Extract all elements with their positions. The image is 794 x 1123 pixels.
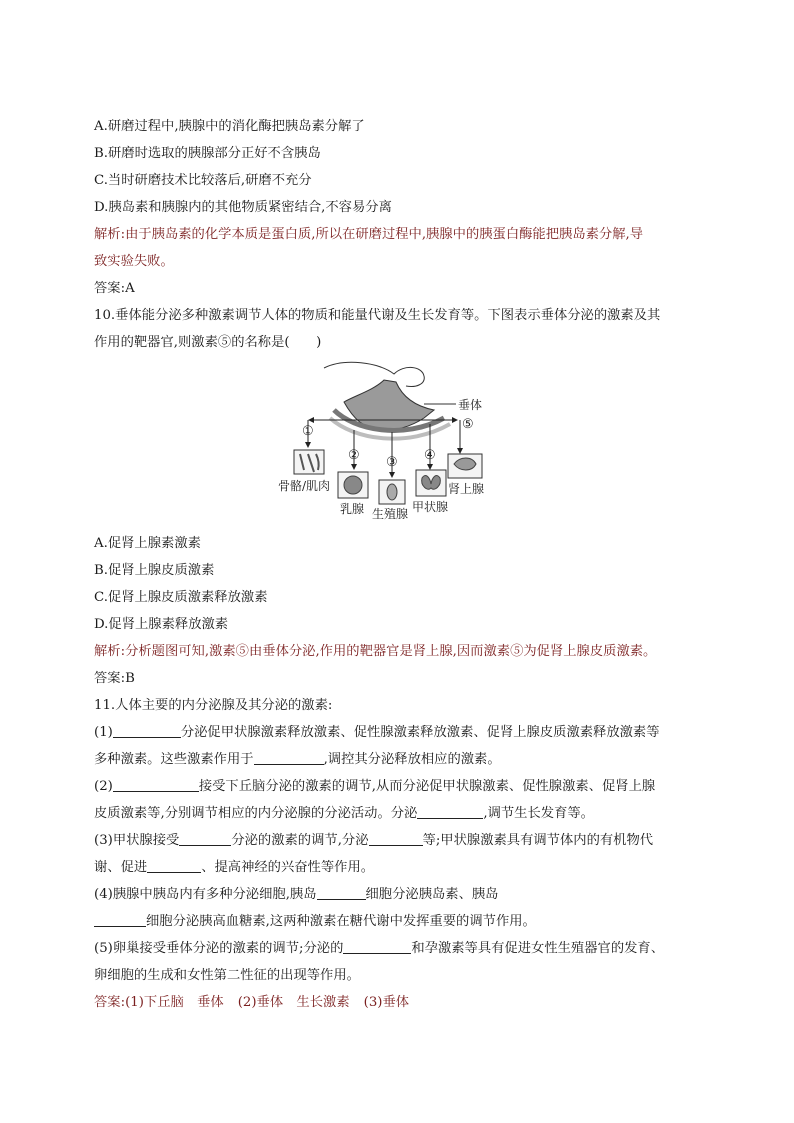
arrowhead-1 <box>308 417 314 423</box>
num-3: ③ <box>386 455 398 470</box>
label-gonad: 生殖腺 <box>372 507 409 521</box>
q11-p2-text2: 皮质激素等,分别调节相应的内分泌腺的分泌活动。分泌 <box>94 806 418 821</box>
q11-part5-line2: 卵细胞的生成和女性第二性征的出现等作用。 <box>94 968 360 983</box>
brain-outline <box>324 362 424 386</box>
mammary-icon <box>344 476 362 494</box>
label-pituitary: 垂体 <box>458 398 483 412</box>
blank-10[interactable] <box>343 939 411 954</box>
q11-p3-text4: 、提高神经的兴奋性等作用。 <box>201 860 375 875</box>
q10-stem-line1: 10.垂体能分泌多种激素调节人体的物质和能量代谢及生长发育等。下图表示垂体分泌的激素及其 <box>94 308 661 323</box>
q11-part5-line1 <box>94 935 714 962</box>
label-adrenal: 肾上腺 <box>448 482 485 496</box>
q11-p4-prefix: (4)胰腺中胰岛内有多种分泌细胞,胰岛 <box>94 887 317 902</box>
gonad-icon <box>387 484 397 500</box>
blank-4[interactable] <box>417 804 483 819</box>
q11-p1-text: 分泌促甲状腺激素释放激素、促性腺激素释放激素、促肾上腺皮质激素释放激素等 <box>180 725 660 740</box>
q11-p3-prefix: (3)甲状腺接受 <box>94 833 180 848</box>
arrowhead-5-down <box>457 448 463 454</box>
q9-answer: 答案:A <box>94 281 135 296</box>
blank-5[interactable] <box>179 831 231 846</box>
q11-p1-text2: 多种激素。这些激素作用于 <box>94 752 254 767</box>
q11-part1-line1 <box>94 719 714 746</box>
q11-part2-line2 <box>94 800 714 827</box>
q11-p3-text3: 谢、促进 <box>94 860 148 875</box>
q9-analysis-line1: 解析:由于胰岛素的化学本质是蛋白质,所以在研磨过程中,胰腺中的胰蛋白酶能把胰岛素分解,导 <box>94 227 644 242</box>
pituitary-hormone-figure <box>94 360 714 520</box>
q10-stem-line2: 作用的靶器官,则激素⑤的名称是( ) <box>94 335 322 350</box>
arrowhead-5 <box>452 417 458 423</box>
q11-answer-2: (2)垂体 生长激素 <box>237 995 350 1010</box>
q11-answer-1: (1)下丘脑 垂体 <box>125 995 224 1010</box>
q10-option-d: D.促肾上腺素释放激素 <box>94 617 229 632</box>
q11-part4-line2 <box>94 908 714 935</box>
num-4: ④ <box>424 448 436 463</box>
q11-p4-text: 细胞分泌胰岛素、胰岛 <box>365 887 499 902</box>
arrowhead-1-down <box>305 442 311 448</box>
q11-p4-text2: 细胞分泌胰高血糖素,这两种激素在糖代谢中发挥重要的调节作用。 <box>146 914 536 929</box>
q11-p5-text: 和孕激素等具有促进女性生殖器官的发育、 <box>411 941 665 956</box>
q11-answer-label: 答案: <box>94 995 126 1010</box>
num-5: ⑤ <box>462 417 474 432</box>
q11-part3-line2 <box>94 854 714 881</box>
q11-p3-text2: 等;甲状腺激素具有调节体内的有机物代 <box>422 833 654 848</box>
blank-3[interactable] <box>113 777 199 792</box>
q9-option-d: D.胰岛素和胰腺内的其他物质紧密结合,不容易分离 <box>94 200 392 215</box>
q9-option-c: C.当时研磨技术比较落后,研磨不充分 <box>94 173 312 188</box>
q11-p1-prefix: (1) <box>94 725 113 740</box>
q11-answer-3: (3)垂体 <box>363 995 410 1010</box>
q10-answer: 答案:B <box>94 671 135 686</box>
pituitary-diagram <box>278 360 524 521</box>
blank-2[interactable] <box>254 750 324 765</box>
document-page <box>94 113 714 1016</box>
q11-part1-line2 <box>94 746 714 773</box>
q11-answer <box>94 989 714 1016</box>
arrowhead-2 <box>351 464 357 470</box>
q10-option-c: C.促肾上腺皮质激素释放激素 <box>94 590 268 605</box>
label-mammary: 乳腺 <box>340 502 365 516</box>
blank-7[interactable] <box>147 858 201 873</box>
num-1: ① <box>302 424 314 439</box>
arrowhead-4 <box>427 464 433 470</box>
q11-p2-text: 接受下丘脑分泌的激素的调节,从而分泌促甲状腺激素、促性腺激素、促肾上腺 <box>198 779 656 794</box>
q10-option-a: A.促肾上腺素激素 <box>94 536 201 551</box>
q11-stem: 11.人体主要的内分泌腺及其分泌的激素: <box>94 698 333 713</box>
q11-part4-line1 <box>94 881 714 908</box>
q11-p3-text: 分泌的激素的调节,分泌 <box>231 833 369 848</box>
q10-analysis: 解析:分析题图可知,激素⑤由垂体分泌,作用的靶器官是肾上腺,因而激素⑤为促肾上腺皮质激素。 <box>94 644 657 659</box>
q9-option-a: A.研磨过程中,胰腺中的消化酶把胰岛素分解了 <box>94 119 365 134</box>
q11-part2-line1 <box>94 773 714 800</box>
label-thyroid: 甲状腺 <box>412 500 449 514</box>
label-bone-muscle: 骨骼/肌肉 <box>278 479 331 493</box>
q9-option-b: B.研磨时选取的胰腺部分正好不含胰岛 <box>94 146 321 161</box>
arrowhead-3 <box>389 472 395 478</box>
q10-option-b: B.促肾上腺皮质激素 <box>94 563 215 578</box>
blank-9[interactable] <box>94 912 146 927</box>
q11-p2-text3: ,调节生长发育等。 <box>483 806 594 821</box>
q11-p2-prefix: (2) <box>94 779 113 794</box>
q11-part3-line1 <box>94 827 714 854</box>
q11-p5-prefix: (5)卵巢接受垂体分泌的激素的调节;分泌的 <box>94 941 344 956</box>
blank-8[interactable] <box>317 885 366 900</box>
q11-p1-text3: ,调控其分泌释放相应的激素。 <box>323 752 501 767</box>
blank-1[interactable] <box>113 723 181 738</box>
num-2: ② <box>348 448 360 463</box>
blank-6[interactable] <box>369 831 423 846</box>
q9-analysis-line2: 致实验失败。 <box>94 254 174 269</box>
